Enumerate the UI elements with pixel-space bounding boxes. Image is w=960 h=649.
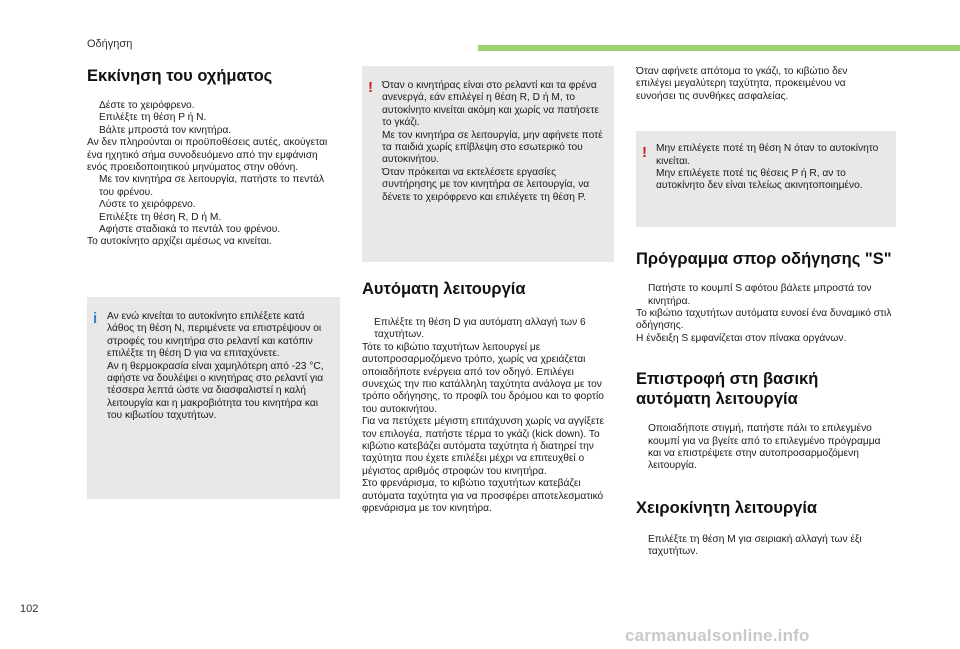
warning-paragraph-children: Με τον κινητήρα σε λειτουργία, μην αφήνετε ποτέ τα παιδιά χωρίς επίβλεψη στο εσωτερικό του αυτοκινήτου.: [382, 129, 603, 166]
warning-box: [362, 66, 614, 262]
step-select-p-n: Επιλέξτε τη θέση P ή N.: [99, 112, 207, 124]
section-accent-bar: [478, 45, 960, 51]
watermark-text: carmanualsonline.info: [625, 626, 810, 645]
heading-sport-program: Πρόγραμμα σπορ οδήγησης "S": [636, 250, 892, 269]
column-1: [87, 66, 340, 422]
step-start-engine: Βάλτε μπροστά τον κινητήρα.: [99, 124, 232, 136]
warning-icon: !: [642, 144, 647, 162]
paragraph-sport-indicator: Η ένδειξη S εμφανίζεται στον πίνακα οργάνων.: [636, 332, 847, 344]
column-2: [362, 66, 614, 516]
step-press-brake: Με τον κινητήρα σε λειτουργία, πατήστε το πεντάλ του φρένου.: [99, 174, 325, 198]
paragraph-auto-adapt: Τότε το κιβώτιο ταχυτήτων λειτουργεί με αυτοπροσαρμοζόμενο τρόπο, χωρίς να χρειάζεται οποιαδήποτε ενέργεια από τον οδηγό. Επιλέγει συνεχώς την πιο κατάλληλη ταχύτητα ανάλογα με τον τρόπο οδήγησης, το προφίλ του δρόμου και το φορτίο του αυτοκινήτου.: [362, 341, 604, 415]
heading-manual-mode: Χειροκίνητη λειτουργία: [636, 498, 818, 517]
info-icon: i: [93, 310, 98, 327]
step-parking-brake: Δέστε το χειρόφρενο.: [99, 100, 195, 111]
paragraph-conditions: Αν δεν πληρούνται οι προϋποθέσεις αυτές, ακούγεται ένα ηχητικό σήμα συνοδευόμενο από την εμφάνιση ενός προειδοποιητικού μηνύματος στην οθόνη.: [87, 137, 328, 174]
section-header: Οδήγηση: [87, 38, 133, 50]
column-3: [636, 66, 896, 559]
heading-return-auto: Επιστροφή στη βασική αυτόματη λειτουργία: [636, 370, 819, 409]
step-release-brake: Λύστε το χειρόφρενο.: [99, 199, 196, 211]
paragraph-throttle-release: Όταν αφήνετε απότομα το γκάζι, το κιβώτιο δεν επιλέγει μεγαλύτερη ταχύτητα, προκειμένου να ευνοήσει τις συνθήκες ασφαλείας.: [636, 66, 848, 102]
warning-paragraph-maintenance: Όταν πρόκειται να εκτελέσετε εργασίες συντήρησης με τον κινητήρα σε λειτουργία, να δένετε το χειρόφρενο και επιλέγετε τη θέση P.: [382, 166, 590, 203]
warning-paragraph-n: Μην επιλέγετε ποτέ τη θέση N όταν το αυτοκίνητο κινείται.: [656, 143, 879, 167]
warning-box-positions: [636, 131, 896, 227]
paragraph-kick-down: Για να πετύχετε μέγιστη επιτάχυνση χωρίς να αγγίξετε τον επιλογέα, πατήστε τέρμα το γκάζι (kick down). Το κιβώτιο κατεβάζει αυτόματα ταχύτητα ή διατηρεί την ταχύτητα που έχετε επιλέξει μέχρι να επιτευχθεί ο μέγιστος αριθμός στροφών του κινητήρα.: [362, 416, 605, 477]
warning-paragraph-idle: Όταν ο κινητήρας είναι στο ρελαντί και τα φρένα ανενεργά, εάν επιλέγεί η θέση R, D ή M, το αυτοκίνητο κινείται ακόμη και χωρίς να πατήσετε το γκάζι.: [382, 80, 599, 129]
heading-automatic-mode: Αυτόματη λειτουργία: [362, 280, 526, 298]
warning-icon: !: [368, 79, 373, 96]
page-number: 102: [20, 603, 39, 615]
step-press-s: Πατήστε το κουμπί S αφότου βάλετε μπροστά τον κινητήρα.: [648, 283, 872, 307]
step-return: Οποιαδήποτε στιγμή, πατήστε πάλι το επιλεγμένο κουμπί για να βγείτε από το επιλεγμένο πρόγραμμα και να επιστρέψετε στην αυτοπροσαρμοζόμενη λειτουργία.: [648, 423, 881, 472]
paragraph-braking: Στο φρενάρισμα, το κιβώτιο ταχυτήτων κατεβάζει αυτόματα ταχύτητα για να προσφέρει αποτελεσματικό φρενάρισμα με τον κινητήρα.: [362, 478, 604, 515]
info-box: [87, 297, 340, 499]
paragraph-car-moves: Το αυτοκίνητο αρχίζει αμέσως να κινείται.: [87, 236, 272, 248]
step-select-r-d-m: Επιλέξτε τη θέση R, D ή M.: [99, 211, 222, 223]
warning-paragraph-p-r: Μην επιλέγετε ποτέ τις θέσεις P ή R, αν το αυτοκίνητο δεν είναι τελείως ακινητοποιημένο.: [656, 168, 863, 192]
paragraph-sport-style: Το κιβώτιο ταχυτήτων αυτόματα ευνοεί ένα δυναμικό στιλ οδήγησης.: [636, 308, 892, 332]
heading-engine-start: Εκκίνηση του οχήματος: [87, 67, 273, 85]
info-paragraph-neutral: Αν ενώ κινείται το αυτοκίνητο επιλέξετε κατά λάθος τη θέση N, περιμένετε να επιστρέψουν οι στροφές του κινητήρα στο ρελαντί και κατόπιν επιλέξτε τη θέση D για να επιταχύνετε.: [107, 311, 322, 360]
info-paragraph-cold: Αν η θερμοκρασία είναι χαμηλότερη από -23 °C, αφήστε να δουλέψει ο κινητήρας στο ρελαντί για τέσσερα λεπτά ώστε να διασφαλιστεί η καλή λειτουργία και η μακροβιότητα του κινητήρα και του κιβωτίου ταχυτήτων.: [107, 360, 324, 422]
step-select-m: Επιλέξτε τη θέση M για σειριακή αλλαγή των έξι ταχυτήτων.: [648, 533, 862, 558]
step-release-pedal: Αφήστε σταδιακά το πεντάλ του φρένου.: [99, 224, 281, 236]
step-select-d: Επιλέξτε τη θέση D για αυτόματη αλλαγή των 6 ταχυτήτων.: [374, 317, 586, 341]
